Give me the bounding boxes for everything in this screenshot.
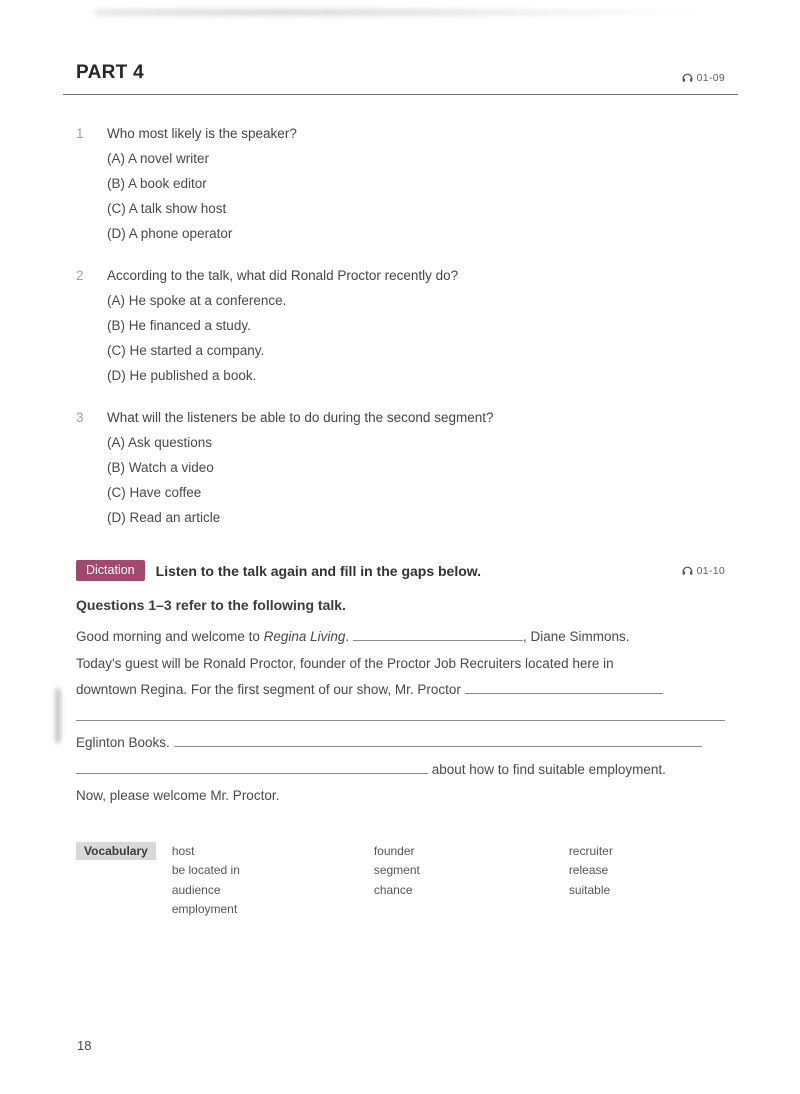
- answer-choice: (B) A book editor: [107, 176, 207, 191]
- passage-line: [76, 624, 725, 651]
- fill-in-blank: [353, 628, 523, 641]
- vocab-word: chance: [373, 882, 413, 897]
- passage-text: Good morning and welcome to: [76, 629, 264, 644]
- page-number: 18: [77, 1038, 92, 1053]
- audio-track-label: 01-09: [696, 71, 725, 84]
- passage-text: Now, please welcome Mr. Proctor.: [76, 788, 280, 803]
- vocab-word: employment: [171, 902, 238, 916]
- question-number: 3: [76, 410, 84, 425]
- fill-in-blank: [465, 681, 663, 694]
- answer-choice: (D) A phone operator: [107, 226, 233, 241]
- answer-choice: (D) He published a book.: [107, 368, 257, 383]
- question-number: 1: [76, 126, 84, 141]
- passage-line: [76, 730, 725, 757]
- question-text: Who most likely is the speaker?: [107, 126, 297, 141]
- passage-line: [76, 651, 725, 678]
- passage-text: Eglinton Books.: [76, 735, 174, 750]
- question-text: What will the listeners be able to do during the second segment?: [107, 410, 494, 425]
- question: [76, 263, 725, 388]
- answer-choice: (C) A talk show host: [107, 201, 227, 216]
- question-number: 2: [76, 268, 84, 283]
- answer-choice: (C) Have coffee: [107, 485, 202, 500]
- question: [76, 405, 725, 530]
- answer-choice: (B) He financed a study.: [107, 318, 251, 333]
- vocab-word: audience: [171, 882, 221, 897]
- dictation-passage: [76, 624, 725, 810]
- answer-choice: (D) Read an article: [107, 510, 221, 525]
- vocab-column: [172, 842, 374, 920]
- header-divider: [63, 94, 738, 95]
- question-body: [107, 121, 725, 246]
- part-title: PART 4: [76, 62, 144, 83]
- fill-in-blank: [76, 708, 725, 721]
- question-text: According to the talk, what did Ronald Proctor recently do?: [107, 268, 459, 283]
- vocabulary-columns: [172, 842, 725, 920]
- dictation-badge: Dictation: [76, 560, 145, 581]
- vocab-word: host: [171, 843, 195, 858]
- scan-artifact-left: [55, 688, 61, 743]
- vocab-word: recruiter: [568, 843, 613, 858]
- vocab-column: [374, 842, 569, 920]
- passage-line: [76, 704, 725, 731]
- passage-line: [76, 677, 725, 704]
- dictation-audio-ref: [681, 564, 725, 577]
- passage-text: downtown Regina. For the first segment of our show, Mr. Proctor: [76, 682, 465, 697]
- part-header: [76, 62, 725, 84]
- answer-choice: (A) He spoke at a conference.: [107, 293, 287, 308]
- passage-text: .: [345, 629, 353, 644]
- answer-choice: (A) Ask questions: [107, 435, 213, 450]
- vocab-column: [569, 842, 725, 920]
- fill-in-blank: [174, 734, 702, 747]
- audio-track-label: 01-10: [696, 564, 725, 577]
- vocabulary-badge: Vocabulary: [76, 842, 156, 860]
- passage-line: [76, 757, 725, 784]
- answer-choice: (A) A novel writer: [107, 151, 210, 166]
- answer-choice: (B) Watch a video: [107, 460, 214, 475]
- question: [76, 121, 725, 246]
- dictation-subtitle: Questions 1–3 refer to the following talk.: [76, 597, 346, 613]
- headphones-icon: [681, 564, 694, 577]
- vocab-word: founder: [373, 843, 415, 858]
- questions-section: [76, 121, 725, 530]
- part-audio-ref: [681, 71, 725, 84]
- passage-text: , Diane Simmons.: [522, 629, 630, 644]
- question-body: [107, 405, 725, 530]
- passage-line: [76, 783, 725, 810]
- vocab-word: release: [568, 863, 609, 877]
- passage-text: about how to find suitable employment.: [428, 761, 666, 777]
- passage-text: Regina Living: [263, 629, 346, 644]
- answer-choice: (C) He started a company.: [107, 343, 265, 358]
- dictation-header: [76, 560, 725, 581]
- vocab-word: segment: [373, 863, 420, 877]
- question-body: [107, 263, 725, 388]
- vocab-word: be located in: [171, 863, 240, 877]
- fill-in-blank: [76, 761, 428, 774]
- vocabulary-section: [76, 842, 725, 920]
- dictation-instruction: Listen to the talk again and fill in the gaps below.: [155, 562, 482, 579]
- scan-artifact-top: [95, 7, 705, 18]
- headphones-icon: [681, 71, 694, 84]
- vocab-word: suitable: [568, 882, 611, 897]
- passage-text: Today's guest will be Ronald Proctor, founder of the Proctor Job Recruiters located here in: [76, 655, 614, 671]
